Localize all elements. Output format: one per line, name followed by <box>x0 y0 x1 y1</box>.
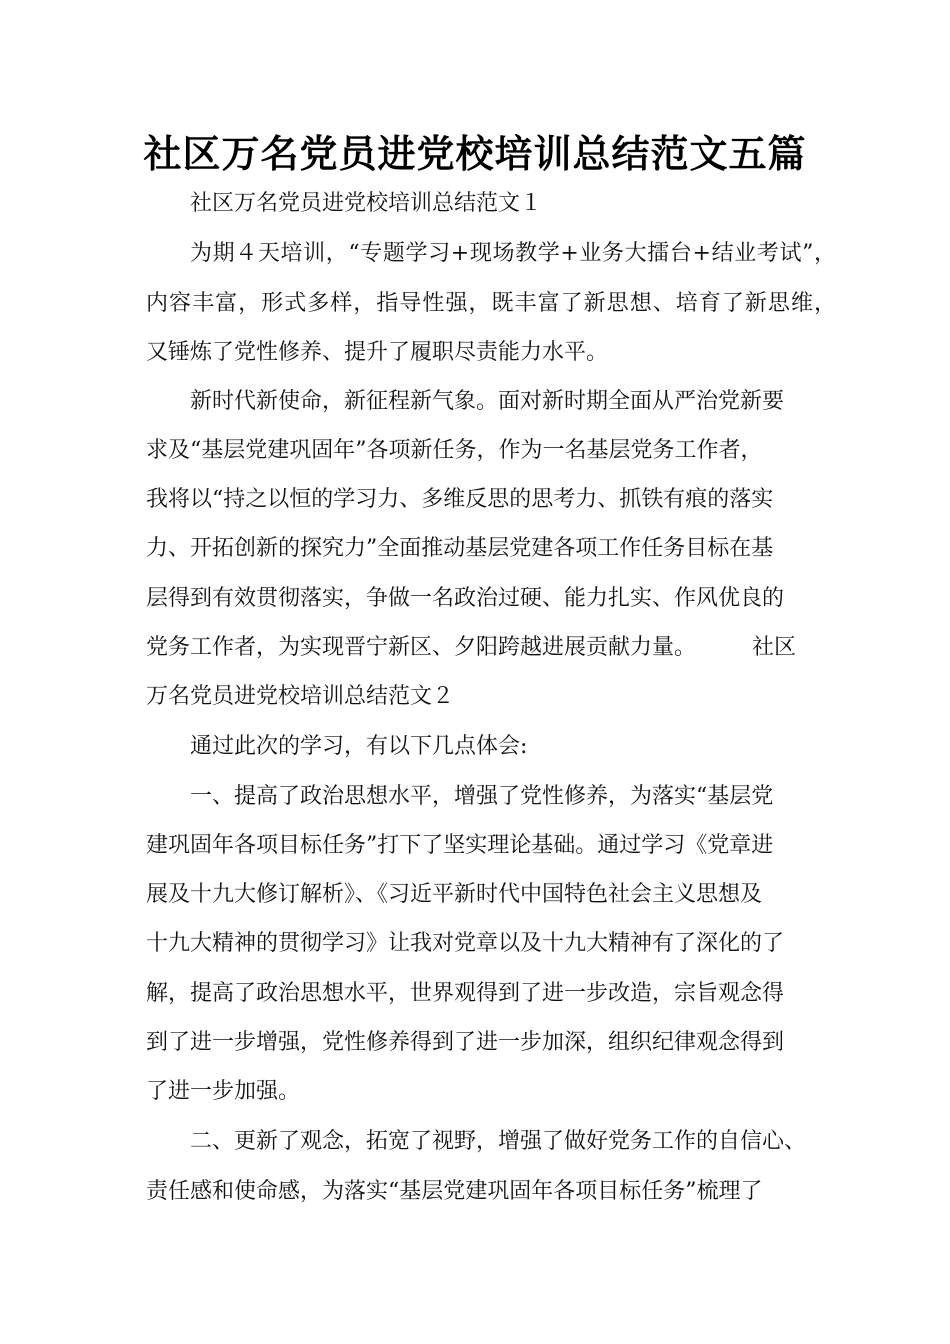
paragraph-line: 为期４天培训，“专题学习+现场教学+业务大擂台+结业考试”， <box>190 241 836 266</box>
paragraph-line: 解，提高了政治思想水平，世界观得到了进一步改造，宗旨观念得 <box>146 981 785 1006</box>
paragraph-line: 层得到有效贯彻落实，争做一名政治过硬、能力扎实、作风优良的 <box>146 586 785 611</box>
document-title: 社区万名党员进党校培训总结范文五篇 <box>143 132 807 176</box>
paragraph-line: 内容丰富，形式多样，指导性强，既丰富了新思想、培育了新思维， <box>146 291 836 316</box>
paragraph-line: 到了进一步增强，党性修养得到了进一步加深，组织纪律观念得到 <box>146 1030 785 1055</box>
paragraph-line: 责任感和使命感，为落实“基层党建巩固年各项目标任务”梳理了 <box>146 1179 763 1204</box>
paragraph-line: 又锤炼了党性修养、提升了履职尽责能力水平。 <box>146 340 609 365</box>
paragraph-line: 一、提高了政治思想水平，增强了党性修养，为落实“基层党 <box>190 784 774 809</box>
section-heading-2-start: 社区 <box>752 635 797 660</box>
paragraph-line: 求及“基层党建巩固年”各项新任务，作为一名基层党务工作者， <box>146 438 763 463</box>
paragraph-line <box>146 630 836 666</box>
section-heading-1: 社区万名党员进党校培训总结范文１ <box>190 191 543 216</box>
paragraph-line: 展及十九大修订解析》、《习近平新时代中国特色社会主义思想及 <box>146 882 763 907</box>
paragraph-line: 通过此次的学习，有以下几点体会: <box>190 734 528 759</box>
paragraph-line-text: 党务工作者，为实现晋宁新区、夕阳跨越进展贡献力量。 <box>146 635 697 660</box>
paragraph-line: 我将以“持之以恒的学习力、多维反思的思考力、抓铁有痕的落实 <box>146 487 774 512</box>
section-heading-2: 万名党员进党校培训总结范文２ <box>146 684 455 709</box>
paragraph-line: 二、更新了观念，拓宽了视野，增强了做好党务工作的自信心、 <box>190 1129 807 1154</box>
paragraph-line: 力、开拓创新的探究力”全面推动基层党建各项工作任务目标在基 <box>146 536 774 561</box>
paragraph-line: 新时代新使命，新征程新气象。面对新时期全面从严治党新要 <box>190 389 785 414</box>
paragraph-line: 十九大精神的贯彻学习》让我对党章以及十九大精神有了深化的了 <box>146 931 785 956</box>
paragraph-line: 了进一步加强。 <box>146 1079 301 1104</box>
paragraph-line: 建巩固年各项目标任务”打下了坚实理论基础。通过学习《党章进 <box>146 833 774 858</box>
